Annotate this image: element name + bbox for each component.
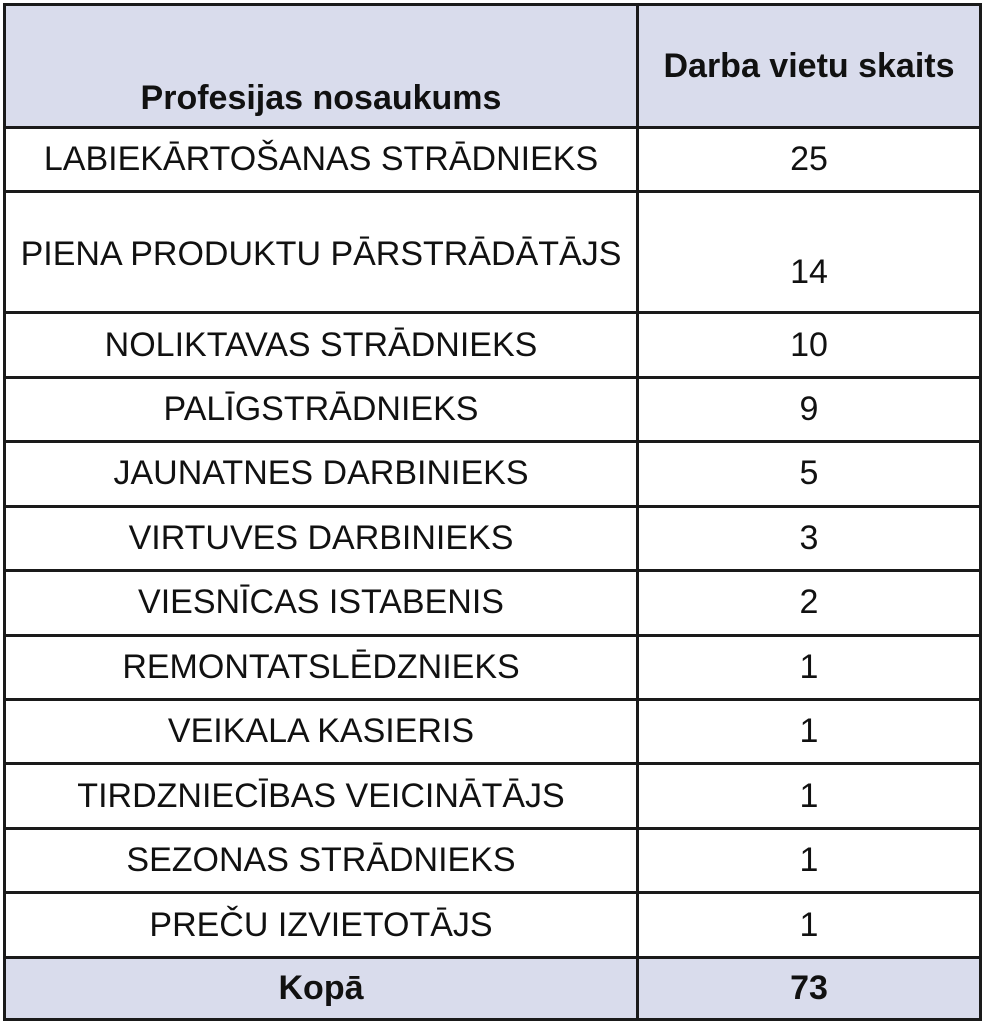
table-row	[5, 893, 981, 958]
header-job-count: Darba vietu skaits	[638, 5, 981, 128]
profession-name: LABIEKĀRTOŠANAS STRĀDNIEKS	[5, 128, 638, 192]
table-row	[5, 128, 981, 192]
total-row	[5, 958, 981, 1020]
table-row	[5, 635, 981, 699]
profession-name: VIESNĪCAS ISTABENIS	[5, 571, 638, 635]
table-row	[5, 506, 981, 570]
profession-name: SEZONAS STRĀDNIEKS	[5, 828, 638, 892]
profession-name: PALĪGSTRĀDNIEKS	[5, 377, 638, 441]
job-count: 5	[638, 442, 981, 506]
profession-name: PREČU IZVIETOTĀJS	[5, 893, 638, 958]
job-count: 3	[638, 506, 981, 570]
job-count: 9	[638, 377, 981, 441]
table-header-row	[5, 5, 981, 128]
job-count: 1	[638, 764, 981, 828]
job-count: 2	[638, 571, 981, 635]
profession-name: VIRTUVES DARBINIEKS	[5, 506, 638, 570]
table-row	[5, 192, 981, 313]
table-row	[5, 442, 981, 506]
table-row	[5, 377, 981, 441]
job-vacancies-table	[3, 3, 982, 1021]
table-row	[5, 700, 981, 764]
table-row	[5, 764, 981, 828]
job-count: 14	[638, 192, 981, 313]
profession-name: REMONTATSLĒDZNIEKS	[5, 635, 638, 699]
job-count: 10	[638, 313, 981, 377]
table-row	[5, 313, 981, 377]
job-count: 1	[638, 700, 981, 764]
profession-name: NOLIKTAVAS STRĀDNIEKS	[5, 313, 638, 377]
job-count: 1	[638, 828, 981, 892]
total-value: 73	[638, 958, 981, 1020]
total-label: Kopā	[5, 958, 638, 1020]
profession-name: JAUNATNES DARBINIEKS	[5, 442, 638, 506]
job-count: 25	[638, 128, 981, 192]
job-count: 1	[638, 893, 981, 958]
header-profession-name: Profesijas nosaukums	[5, 5, 638, 128]
profession-name: VEIKALA KASIERIS	[5, 700, 638, 764]
profession-name: TIRDZNIECĪBAS VEICINĀTĀJS	[5, 764, 638, 828]
table-row	[5, 828, 981, 892]
profession-name: PIENA PRODUKTU PĀRSTRĀDĀTĀJS	[5, 192, 638, 313]
job-count: 1	[638, 635, 981, 699]
table-row	[5, 571, 981, 635]
